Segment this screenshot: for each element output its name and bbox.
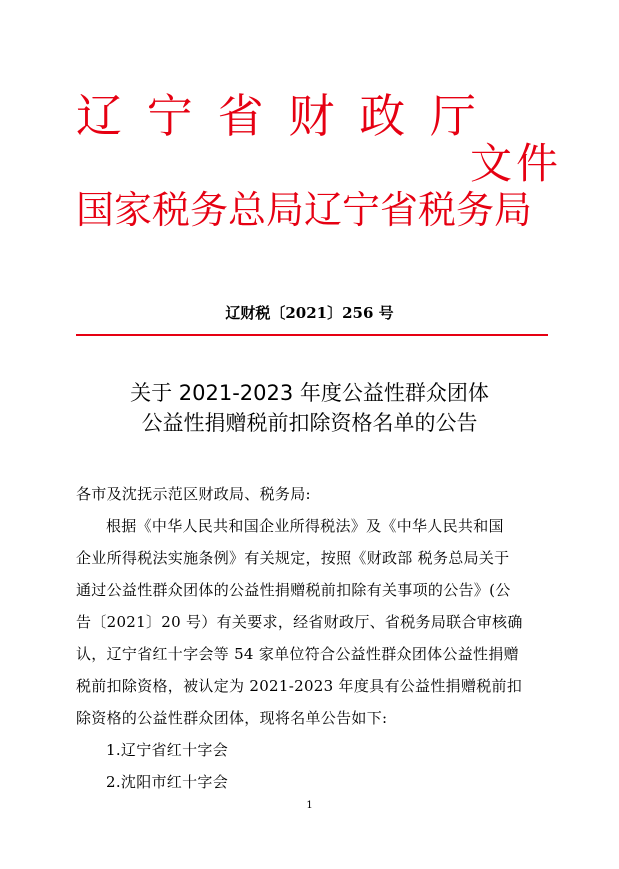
issuer-char: 辽	[76, 89, 122, 143]
paragraph-line: 告〔2021〕20 号）有关要求，经省财政厅、省税务局联合审核确	[76, 613, 523, 631]
header-divider	[76, 334, 548, 336]
paragraph-line: 企业所得税法实施条例》有关规定，按照《财政部 税务总局关于	[76, 549, 510, 567]
document-body	[76, 478, 546, 798]
issuer-char: 厅	[429, 89, 476, 143]
issuer-name-finance	[76, 88, 476, 144]
list-item: 1.辽宁省红十字会	[106, 741, 229, 759]
issuer-char: 省	[217, 89, 264, 143]
document-number: 辽财税〔2021〕256 号	[225, 304, 394, 322]
document-title	[0, 378, 619, 438]
issuer-char: 财	[288, 89, 335, 143]
paragraph-line: 税前扣除资格，被认定为 2021-2023 年度具有公益性捐赠税前扣	[76, 677, 523, 695]
paragraph-line: 根据《中华人民共和国企业所得税法》及《中华人民共和国	[106, 517, 504, 535]
issuer-char: 宁	[146, 89, 193, 143]
issuer-char: 政	[359, 89, 406, 143]
paragraph-line: 除资格的公益性群众团体，现将名单公告如下:	[76, 709, 388, 727]
list-item: 2.沈阳市红十字会	[106, 773, 229, 791]
document-suffix: 文件	[470, 139, 563, 188]
title-line-2: 公益性捐赠税前扣除资格名单的公告	[141, 411, 478, 435]
page-number: 1	[306, 800, 313, 811]
salutation: 各市及沈抚示范区财政局、税务局:	[76, 485, 311, 503]
paragraph-line: 认，辽宁省红十字会等 54 家单位符合公益性群众团体公益性捐赠	[76, 645, 519, 663]
paragraph-line: 通过公益性群众团体的公益性捐赠税前扣除有关事项的公告》(公	[76, 581, 511, 599]
issuer-name-tax: 国家税务总局辽宁省税务局	[76, 188, 533, 232]
title-line-1: 关于 2021-2023 年度公益性群众团体	[130, 381, 489, 405]
